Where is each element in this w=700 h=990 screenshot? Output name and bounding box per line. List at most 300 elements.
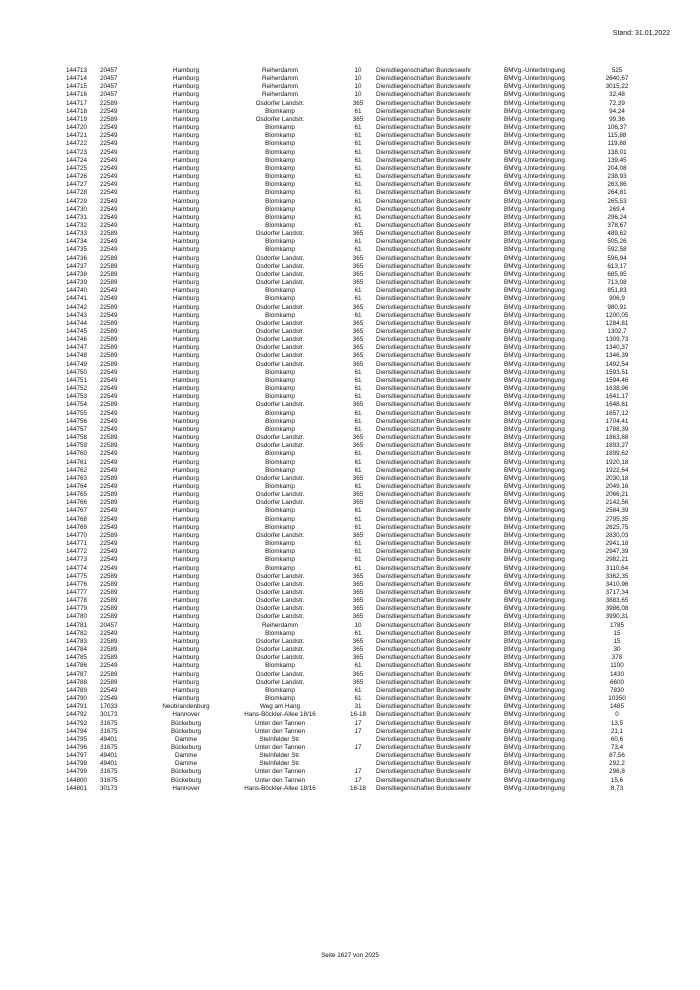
area-cell: 3883,65	[605, 597, 629, 605]
postal-code-cell: 22589	[100, 434, 118, 442]
street-cell: Blomkamp	[265, 629, 295, 637]
area-cell: 13,5	[610, 719, 624, 727]
row-id-cell: 144752	[66, 385, 88, 393]
street-cell: Osdorfer Landstr.	[255, 401, 305, 409]
row-id-cell: 144776	[66, 580, 88, 588]
city-cell: Hamburg	[173, 417, 199, 425]
usage-cell: BMVg.-Unterbringung	[504, 262, 565, 270]
area-cell: 1594,46	[605, 376, 629, 384]
house-number-cell: 10	[354, 75, 362, 83]
row-id-cell: 144795	[66, 735, 88, 743]
city-cell: Hamburg	[173, 613, 199, 621]
area-cell: 1863,88	[605, 434, 629, 442]
city-cell: Hamburg	[173, 556, 199, 564]
table-row	[66, 662, 636, 670]
house-number-cell: 61	[354, 515, 362, 523]
postal-code-cell: 22589	[100, 654, 118, 662]
area-cell: 87,56	[609, 752, 625, 760]
row-id-cell: 144760	[66, 450, 88, 458]
table-row	[66, 393, 636, 401]
area-cell: 263,86	[607, 181, 627, 189]
table-row	[66, 206, 636, 214]
street-cell: Osdorfer Landstr.	[255, 646, 305, 654]
house-number-cell: 365	[352, 491, 364, 499]
property-type-cell: Dienstliegenschaften Bundeswehr	[376, 507, 472, 515]
city-cell: Hamburg	[173, 287, 199, 295]
table-row	[66, 768, 636, 776]
usage-cell: BMVg.-Unterbringung	[504, 743, 565, 751]
usage-cell: BMVg.-Unterbringung	[504, 91, 565, 99]
city-cell: Hamburg	[173, 336, 199, 344]
postal-code-cell: 30173	[100, 711, 118, 719]
house-number-cell: 365	[352, 597, 364, 605]
property-type-cell: Dienstliegenschaften Bundeswehr	[376, 654, 472, 662]
table-row	[66, 760, 636, 768]
property-type-cell: Dienstliegenschaften Bundeswehr	[376, 205, 472, 213]
usage-cell: BMVg.-Unterbringung	[504, 311, 565, 319]
postal-code-cell: 31675	[100, 768, 118, 776]
street-cell: Blomkamp	[265, 393, 295, 401]
row-id-cell: 144775	[66, 572, 88, 580]
house-number-cell: 365	[352, 580, 364, 588]
postal-code-cell: 22549	[100, 287, 118, 295]
row-id-cell: 144766	[66, 499, 88, 507]
street-cell: Osdorfer Landstr.	[255, 319, 305, 327]
city-cell: Hamburg	[173, 115, 199, 123]
usage-cell: BMVg.-Unterbringung	[504, 352, 565, 360]
city-cell: Hamburg	[173, 352, 199, 360]
house-number-cell: 365	[352, 654, 364, 662]
house-number-cell: 365	[352, 637, 364, 645]
house-number-cell: 365	[352, 270, 364, 278]
house-number-cell: 365	[352, 613, 364, 621]
property-type-cell: Dienstliegenschaften Bundeswehr	[376, 597, 472, 605]
area-cell: 1492,54	[605, 360, 629, 368]
street-cell: Osdorfer Landstr.	[255, 613, 305, 621]
row-id-cell: 144777	[66, 589, 88, 596]
street-cell: Blomkamp	[265, 156, 295, 164]
area-cell: 139,45	[607, 156, 627, 164]
property-type-cell: Dienstliegenschaften Bundeswehr	[376, 540, 472, 548]
usage-cell: BMVg.-Unterbringung	[504, 328, 565, 335]
street-cell: Unter den Tannen	[255, 727, 305, 735]
city-cell: Hamburg	[173, 230, 199, 238]
postal-code-cell: 22589	[100, 597, 118, 605]
city-cell: Hamburg	[173, 132, 199, 140]
house-number-cell: 365	[352, 499, 364, 507]
table-row	[66, 222, 636, 230]
postal-code-cell: 22549	[100, 564, 118, 572]
street-cell: Blomkamp	[265, 686, 295, 694]
table-row	[66, 369, 636, 377]
street-cell: Blomkamp	[265, 507, 295, 515]
table-row	[66, 214, 636, 222]
postal-code-cell: 20457	[100, 83, 118, 91]
table-row	[66, 173, 636, 181]
city-cell: Hamburg	[173, 83, 199, 91]
street-cell: Reiherdamm	[261, 83, 299, 91]
house-number-cell: 365	[352, 670, 364, 678]
row-id-cell: 144770	[66, 531, 88, 539]
house-number-cell: 365	[352, 474, 364, 482]
city-cell: Hamburg	[173, 450, 199, 458]
area-cell: 1346,39	[605, 352, 629, 360]
house-number-cell: 61	[354, 246, 362, 254]
property-type-cell: Dienstliegenschaften Bundeswehr	[376, 760, 472, 768]
row-id-cell: 144791	[66, 703, 88, 711]
table-row	[66, 491, 636, 499]
street-cell: Blomkamp	[265, 213, 295, 221]
row-id-cell: 144800	[66, 776, 88, 784]
usage-cell: BMVg.-Unterbringung	[504, 181, 565, 189]
house-number-cell: 17	[354, 776, 362, 784]
table-row	[66, 597, 636, 605]
row-id-cell: 144750	[66, 368, 88, 376]
city-cell: Hamburg	[173, 515, 199, 523]
street-cell: Osdorfer Landstr.	[255, 336, 305, 344]
city-cell: Hamburg	[173, 580, 199, 588]
area-cell: 264,81	[607, 189, 627, 197]
row-id-cell: 144730	[66, 205, 88, 213]
row-id-cell: 144799	[66, 768, 88, 776]
row-id-cell: 144747	[66, 344, 88, 352]
property-type-cell: Dienstliegenschaften Bundeswehr	[376, 564, 472, 572]
property-type-cell: Dienstliegenschaften Bundeswehr	[376, 711, 472, 719]
area-cell: 980,91	[607, 303, 627, 311]
row-id-cell: 144771	[66, 540, 88, 548]
usage-cell: BMVg.-Unterbringung	[504, 760, 565, 768]
house-number-cell: 365	[352, 605, 364, 613]
usage-cell: BMVg.-Unterbringung	[504, 458, 565, 466]
table-row	[66, 108, 636, 116]
property-type-cell: Dienstliegenschaften Bundeswehr	[376, 246, 472, 254]
postal-code-cell: 22589	[100, 678, 118, 686]
row-id-cell: 144762	[66, 466, 88, 474]
house-number-cell: 365	[352, 254, 364, 262]
area-cell: 596,94	[607, 254, 627, 262]
street-cell: Blomkamp	[265, 450, 295, 458]
street-cell: Osdorfer Landstr.	[255, 360, 305, 368]
usage-cell: BMVg.-Unterbringung	[504, 589, 565, 596]
property-type-cell: Dienstliegenschaften Bundeswehr	[376, 621, 472, 629]
postal-code-cell: 22549	[100, 295, 118, 303]
row-id-cell: 144785	[66, 654, 88, 662]
table-row	[66, 75, 636, 83]
property-type-cell: Dienstliegenschaften Bundeswehr	[376, 254, 472, 262]
postal-code-cell: 22589	[100, 303, 118, 311]
street-cell: Blomkamp	[265, 295, 295, 303]
postal-code-cell: 31675	[100, 727, 118, 735]
house-number-cell: 61	[354, 409, 362, 417]
area-cell: 1704,41	[605, 417, 629, 425]
house-number-cell: 10	[354, 83, 362, 91]
street-cell: Blomkamp	[265, 124, 295, 132]
table-row	[66, 304, 636, 312]
area-cell: 525	[611, 67, 623, 74]
city-cell: Hamburg	[173, 205, 199, 213]
property-type-cell: Dienstliegenschaften Bundeswehr	[376, 572, 472, 580]
area-cell: 296,8	[609, 768, 625, 776]
row-id-cell: 144761	[66, 458, 88, 466]
city-cell: Hamburg	[173, 181, 199, 189]
property-type-cell: Dienstliegenschaften Bundeswehr	[376, 401, 472, 409]
row-id-cell: 144768	[66, 515, 88, 523]
table-row	[66, 434, 636, 442]
property-type-cell: Dienstliegenschaften Bundeswehr	[376, 458, 472, 466]
table-row	[66, 744, 636, 752]
area-cell: 15	[613, 637, 621, 645]
table-row	[66, 230, 636, 238]
usage-cell: BMVg.-Unterbringung	[504, 197, 565, 205]
area-cell: 296,24	[607, 213, 627, 221]
row-id-cell: 144779	[66, 605, 88, 613]
area-cell: 0	[615, 711, 619, 719]
table-row	[66, 410, 636, 418]
street-cell: Unter den Tannen	[255, 776, 305, 784]
house-number-cell: 365	[352, 352, 364, 360]
table-row	[66, 728, 636, 736]
table-row	[66, 189, 636, 197]
house-number-cell: 61	[354, 221, 362, 229]
property-type-cell: Dienstliegenschaften Bundeswehr	[376, 124, 472, 132]
postal-code-cell: 22549	[100, 173, 118, 181]
row-id-cell: 144755	[66, 409, 88, 417]
usage-cell: BMVg.-Unterbringung	[504, 572, 565, 580]
house-number-cell: 61	[354, 181, 362, 189]
postal-code-cell: 22549	[100, 507, 118, 515]
street-cell: Osdorfer Landstr.	[255, 344, 305, 352]
house-number-cell: 365	[352, 434, 364, 442]
area-cell: 2830,03	[605, 531, 629, 539]
property-type-cell: Dienstliegenschaften Bundeswehr	[376, 344, 472, 352]
postal-code-cell: 22549	[100, 140, 118, 148]
postal-code-cell: 22549	[100, 221, 118, 229]
city-cell: Hamburg	[173, 670, 199, 678]
city-cell: Bückeburg	[170, 776, 202, 784]
usage-cell: BMVg.-Unterbringung	[504, 99, 565, 107]
property-type-cell: Dienstliegenschaften Bundeswehr	[376, 589, 472, 596]
table-row	[66, 785, 636, 793]
property-type-cell: Dienstliegenschaften Bundeswehr	[376, 319, 472, 327]
street-cell: Blomkamp	[265, 197, 295, 205]
city-cell: Hamburg	[173, 91, 199, 99]
house-number-cell: 61	[354, 173, 362, 181]
city-cell: Hamburg	[173, 213, 199, 221]
row-id-cell: 144749	[66, 360, 88, 368]
usage-cell: BMVg.-Unterbringung	[504, 580, 565, 588]
area-cell: 94,24	[609, 107, 625, 115]
street-cell: Blomkamp	[265, 425, 295, 433]
property-type-cell: Dienstliegenschaften Bundeswehr	[376, 107, 472, 115]
city-cell: Hamburg	[173, 270, 199, 278]
row-id-cell: 144792	[66, 711, 88, 719]
area-cell: 1922,64	[605, 466, 629, 474]
usage-cell: BMVg.-Unterbringung	[504, 238, 565, 246]
house-number-cell: 365	[352, 319, 364, 327]
usage-cell: BMVg.-Unterbringung	[504, 776, 565, 784]
row-id-cell: 144723	[66, 148, 88, 156]
table-row	[66, 198, 636, 206]
house-number-cell: 365	[352, 572, 364, 580]
property-type-cell: Dienstliegenschaften Bundeswehr	[376, 613, 472, 621]
house-number-cell: 61	[354, 393, 362, 401]
area-cell: 2825,75	[605, 523, 629, 531]
postal-code-cell: 49401	[100, 735, 118, 743]
street-cell: Blomkamp	[265, 695, 295, 703]
row-id-cell: 144743	[66, 311, 88, 319]
postal-code-cell: 22549	[100, 417, 118, 425]
postal-code-cell: 31675	[100, 776, 118, 784]
table-row	[66, 630, 636, 638]
property-type-cell: Dienstliegenschaften Bundeswehr	[376, 695, 472, 703]
property-type-cell: Dienstliegenschaften Bundeswehr	[376, 67, 472, 74]
usage-cell: BMVg.-Unterbringung	[504, 385, 565, 393]
postal-code-cell: 22589	[100, 270, 118, 278]
row-id-cell: 144753	[66, 393, 88, 401]
street-cell: Blomkamp	[265, 556, 295, 564]
property-type-cell: Dienstliegenschaften Bundeswehr	[376, 670, 472, 678]
row-id-cell: 144789	[66, 686, 88, 694]
postal-code-cell: 22589	[100, 670, 118, 678]
street-cell: Blomkamp	[265, 173, 295, 181]
house-number-cell: 10	[354, 91, 362, 99]
area-cell: 265,53	[607, 197, 627, 205]
city-cell: Hamburg	[173, 319, 199, 327]
city-cell: Hamburg	[173, 368, 199, 376]
row-id-cell: 144731	[66, 213, 88, 221]
house-number-cell: 61	[354, 466, 362, 474]
row-id-cell: 144733	[66, 230, 88, 238]
street-cell: Osdorfer Landstr.	[255, 491, 305, 499]
city-cell: Hamburg	[173, 646, 199, 654]
house-number-cell: 365	[352, 442, 364, 450]
house-number-cell: 365	[352, 262, 364, 270]
table-row	[66, 165, 636, 173]
city-cell: Hamburg	[173, 637, 199, 645]
street-cell: Blomkamp	[265, 246, 295, 254]
row-id-cell: 144798	[66, 760, 88, 768]
street-cell: Blomkamp	[265, 189, 295, 197]
city-cell: Hamburg	[173, 654, 199, 662]
house-number-cell: 365	[352, 360, 364, 368]
area-cell: 106,37	[607, 124, 627, 132]
area-cell: 115,88	[607, 132, 627, 140]
postal-code-cell: 20457	[100, 75, 118, 83]
row-id-cell: 144774	[66, 564, 88, 572]
house-number-cell: 61	[354, 148, 362, 156]
usage-cell: BMVg.-Unterbringung	[504, 393, 565, 401]
table-row	[66, 312, 636, 320]
street-cell: Osdorfer Landstr.	[255, 434, 305, 442]
house-number-cell: 17	[354, 719, 362, 727]
postal-code-cell: 22589	[100, 613, 118, 621]
street-cell: Blomkamp	[265, 417, 295, 425]
city-cell: Hamburg	[173, 173, 199, 181]
area-cell: 2049,16	[605, 482, 629, 490]
usage-cell: BMVg.-Unterbringung	[504, 768, 565, 776]
postal-code-cell: 22549	[100, 376, 118, 384]
city-cell: Hamburg	[173, 572, 199, 580]
property-type-cell: Dienstliegenschaften Bundeswehr	[376, 531, 472, 539]
usage-cell: BMVg.-Unterbringung	[504, 270, 565, 278]
house-number-cell: 61	[354, 376, 362, 384]
area-cell: 15	[613, 629, 621, 637]
street-cell: Weg am Hang	[259, 703, 301, 711]
row-id-cell: 144786	[66, 662, 88, 670]
postal-code-cell: 22549	[100, 556, 118, 564]
street-cell: Osdorfer Landstr.	[255, 474, 305, 482]
row-id-cell: 144793	[66, 719, 88, 727]
table-row	[66, 287, 636, 295]
area-cell: 2640,67	[605, 75, 629, 83]
row-id-cell: 144759	[66, 442, 88, 450]
postal-code-cell: 22589	[100, 442, 118, 450]
property-type-cell: Dienstliegenschaften Bundeswehr	[376, 393, 472, 401]
house-number-cell: 61	[354, 556, 362, 564]
area-cell: 3990,31	[605, 613, 629, 621]
city-cell: Hamburg	[173, 67, 199, 74]
house-number-cell: 61	[354, 629, 362, 637]
row-id-cell: 144796	[66, 743, 88, 751]
table-row	[66, 459, 636, 467]
house-number-cell: 61	[354, 205, 362, 213]
street-cell: Osdorfer Landstr.	[255, 580, 305, 588]
property-type-cell: Dienstliegenschaften Bundeswehr	[376, 213, 472, 221]
property-type-cell: Dienstliegenschaften Bundeswehr	[376, 303, 472, 311]
usage-cell: BMVg.-Unterbringung	[504, 360, 565, 368]
city-cell: Hamburg	[173, 254, 199, 262]
usage-cell: BMVg.-Unterbringung	[504, 254, 565, 262]
city-cell: Hamburg	[173, 303, 199, 311]
table-row	[66, 140, 636, 148]
street-cell: Blomkamp	[265, 140, 295, 148]
city-cell: Hamburg	[173, 564, 199, 572]
table-row	[66, 295, 636, 303]
usage-cell: BMVg.-Unterbringung	[504, 107, 565, 115]
postal-code-cell: 22589	[100, 637, 118, 645]
usage-cell: BMVg.-Unterbringung	[504, 695, 565, 703]
property-type-cell: Dienstliegenschaften Bundeswehr	[376, 287, 472, 295]
city-cell: Hamburg	[173, 491, 199, 499]
city-cell: Hamburg	[173, 344, 199, 352]
postal-code-cell: 22549	[100, 156, 118, 164]
area-cell: 1641,17	[605, 393, 629, 401]
page-number: Seite 1627 von 2025	[321, 952, 379, 959]
usage-cell: BMVg.-Unterbringung	[504, 678, 565, 686]
property-type-cell: Dienstliegenschaften Bundeswehr	[376, 328, 472, 335]
street-cell: Unter den Tannen	[255, 719, 305, 727]
house-number-cell: 17	[354, 727, 362, 735]
table-row	[66, 116, 636, 124]
street-cell: Blomkamp	[265, 466, 295, 474]
property-type-cell: Dienstliegenschaften Bundeswehr	[376, 727, 472, 735]
area-cell: 2066,21	[605, 491, 629, 499]
street-cell: Blomkamp	[265, 107, 295, 115]
city-cell: Hamburg	[173, 246, 199, 254]
property-type-cell: Dienstliegenschaften Bundeswehr	[376, 434, 472, 442]
row-id-cell: 144728	[66, 189, 88, 197]
table-row	[66, 132, 636, 140]
usage-cell: BMVg.-Unterbringung	[504, 711, 565, 719]
row-id-cell: 144736	[66, 254, 88, 262]
property-type-cell: Dienstliegenschaften Bundeswehr	[376, 646, 472, 654]
street-cell: Hans-Böckler-Allee 18/16	[244, 711, 316, 719]
usage-cell: BMVg.-Unterbringung	[504, 466, 565, 474]
area-cell: 1899,62	[605, 450, 629, 458]
usage-cell: BMVg.-Unterbringung	[504, 474, 565, 482]
area-cell: 3986,08	[605, 605, 629, 613]
property-type-cell: Dienstliegenschaften Bundeswehr	[376, 132, 472, 140]
